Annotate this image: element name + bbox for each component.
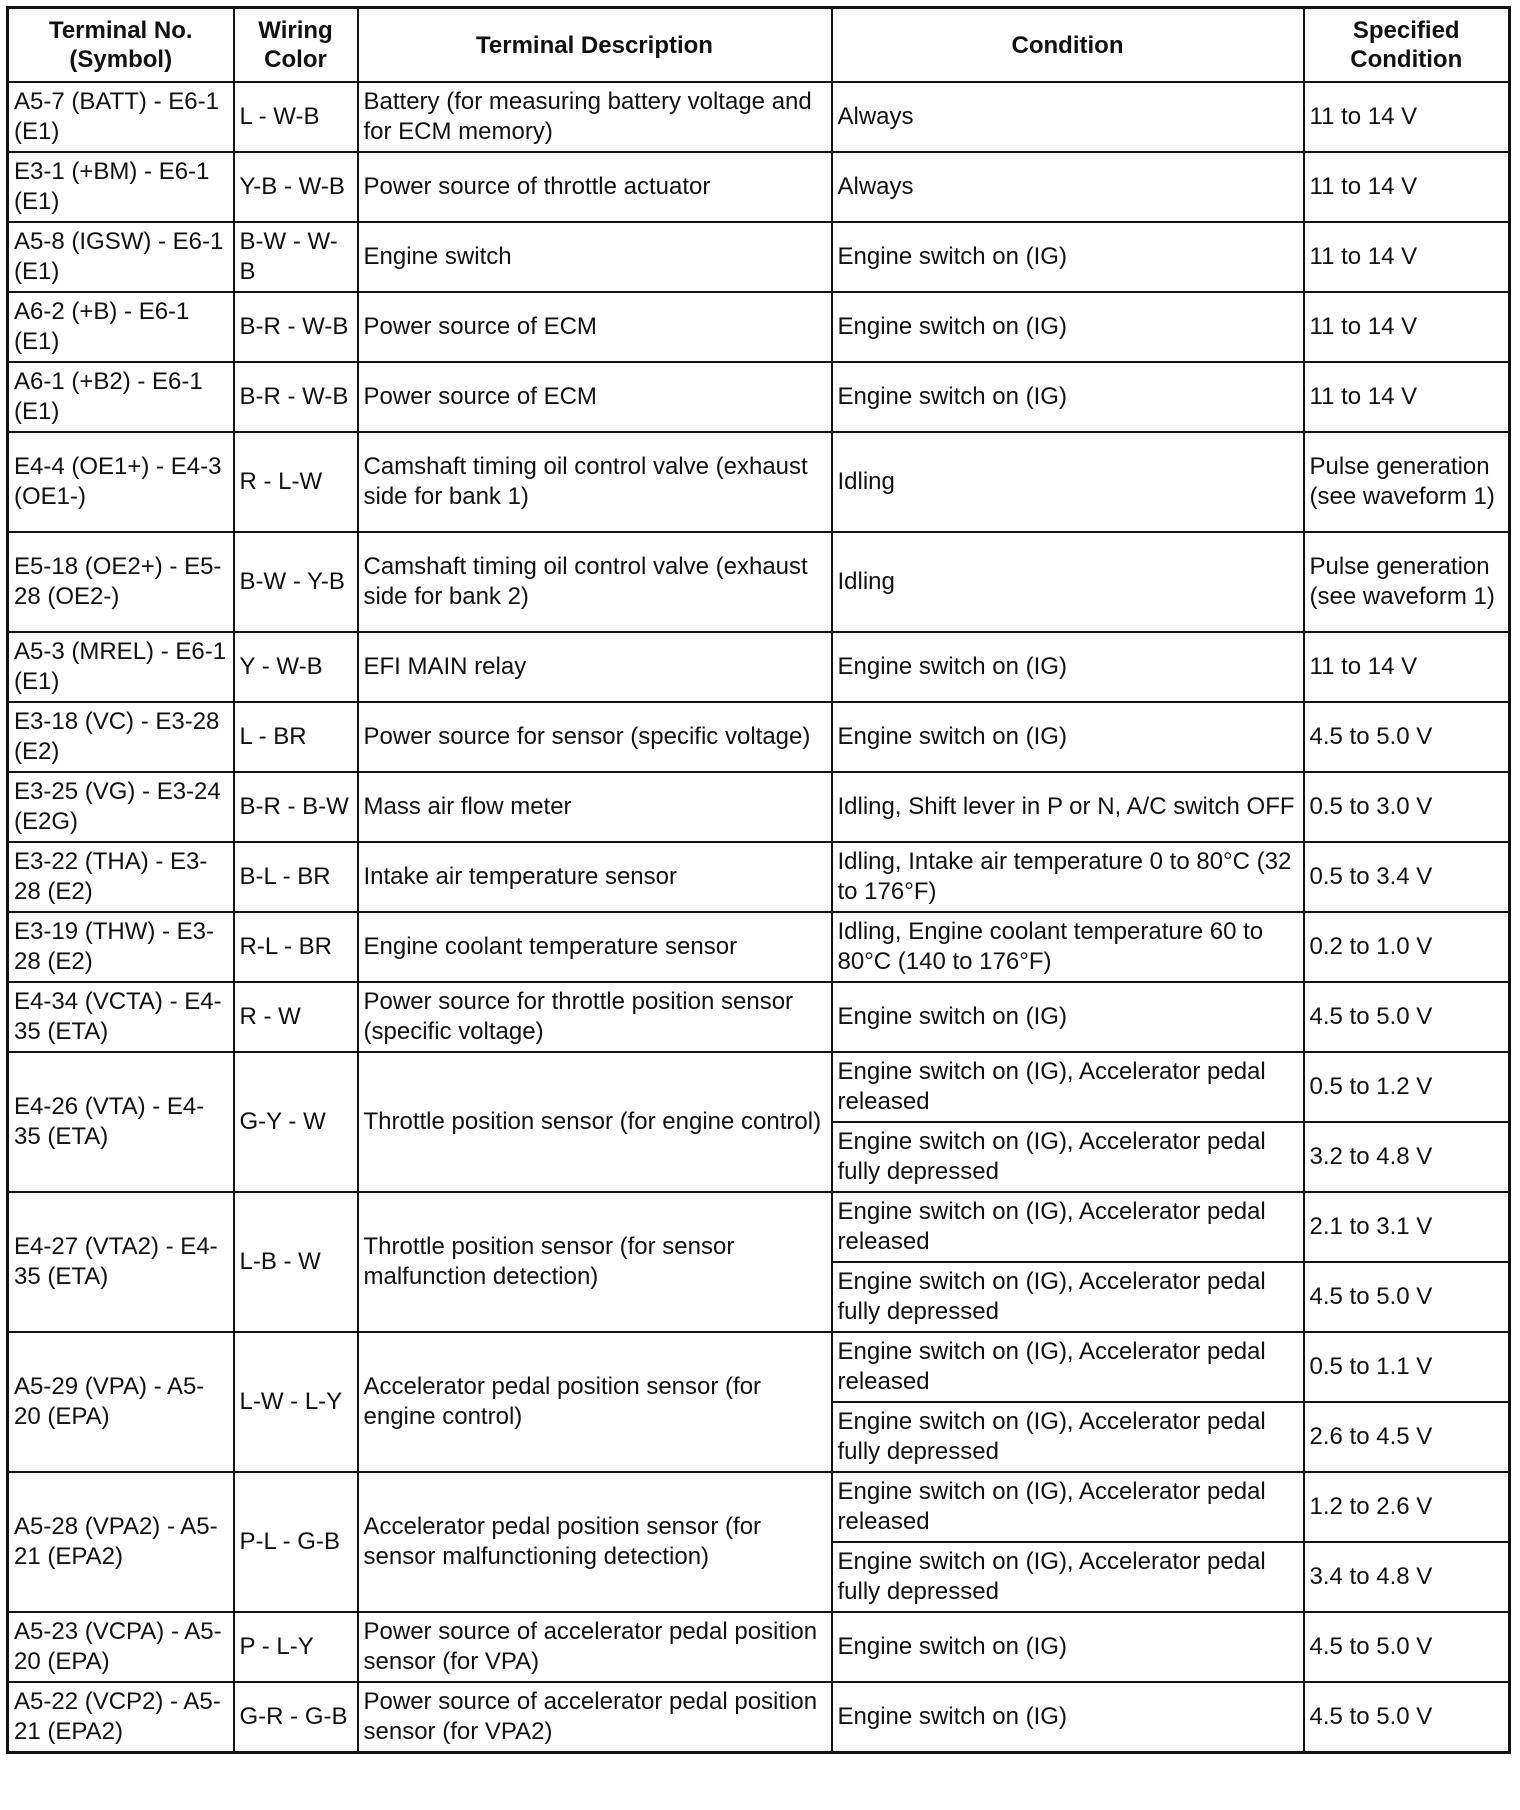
wiring-cell: P-L - G-B: [234, 1472, 358, 1612]
spec-cell: 11 to 14 V: [1304, 292, 1510, 362]
description-cell: Power source of ECM: [358, 362, 832, 432]
condition-cell: Engine switch on (IG): [832, 632, 1304, 702]
spec-cell: 4.5 to 5.0 V: [1304, 982, 1510, 1052]
header-specified: Specified Condition: [1304, 8, 1510, 83]
condition-cell: Engine switch on (IG), Accelerator pedal fully depressed: [832, 1542, 1304, 1612]
condition-cell: Engine switch on (IG): [832, 982, 1304, 1052]
spec-cell: 2.1 to 3.1 V: [1304, 1192, 1510, 1262]
condition-cell: Idling: [832, 532, 1304, 632]
condition-cell: Idling: [832, 432, 1304, 532]
header-condition: Condition: [832, 8, 1304, 83]
wiring-cell: Y-B - W-B: [234, 152, 358, 222]
table-row: [8, 432, 1510, 532]
wiring-cell: G-Y - W: [234, 1052, 358, 1192]
wiring-cell: R-L - BR: [234, 912, 358, 982]
condition-cell: Engine switch on (IG), Accelerator pedal released: [832, 1192, 1304, 1262]
condition-cell: Engine switch on (IG): [832, 1682, 1304, 1753]
spec-cell: 11 to 14 V: [1304, 632, 1510, 702]
spec-cell: 3.4 to 4.8 V: [1304, 1542, 1510, 1612]
terminal-cell: A5-23 (VCPA) - A5-20 (EPA): [8, 1612, 234, 1682]
description-cell: Throttle position sensor (for sensor malfunction detection): [358, 1192, 832, 1332]
condition-cell: Engine switch on (IG), Accelerator pedal fully depressed: [832, 1262, 1304, 1332]
terminal-cell: E3-19 (THW) - E3-28 (E2): [8, 912, 234, 982]
terminal-cell: E4-27 (VTA2) - E4-35 (ETA): [8, 1192, 234, 1332]
spec-cell: 11 to 14 V: [1304, 152, 1510, 222]
table-row: [8, 1472, 1510, 1542]
table-row: [8, 632, 1510, 702]
spec-cell: Pulse generation (see waveform 1): [1304, 532, 1510, 632]
wiring-cell: L - BR: [234, 702, 358, 772]
terminal-cell: A5-7 (BATT) - E6-1 (E1): [8, 82, 234, 152]
terminal-cell: A5-8 (IGSW) - E6-1 (E1): [8, 222, 234, 292]
condition-cell: Idling, Engine coolant temperature 60 to 80°C (140 to 176°F): [832, 912, 1304, 982]
terminal-cell: E5-18 (OE2+) - E5-28 (OE2-): [8, 532, 234, 632]
terminal-cell: E4-34 (VCTA) - E4-35 (ETA): [8, 982, 234, 1052]
spec-cell: 11 to 14 V: [1304, 82, 1510, 152]
wiring-cell: B-L - BR: [234, 842, 358, 912]
table-row: [8, 1682, 1510, 1753]
terminal-cell: A5-29 (VPA) - A5-20 (EPA): [8, 1332, 234, 1472]
terminal-cell: E4-4 (OE1+) - E4-3 (OE1-): [8, 432, 234, 532]
condition-cell: Engine switch on (IG): [832, 222, 1304, 292]
table-row: [8, 702, 1510, 772]
condition-cell: Always: [832, 152, 1304, 222]
spec-cell: 1.2 to 2.6 V: [1304, 1472, 1510, 1542]
description-cell: Power source of accelerator pedal position sensor (for VPA2): [358, 1682, 832, 1753]
spec-cell: 3.2 to 4.8 V: [1304, 1122, 1510, 1192]
description-cell: Accelerator pedal position sensor (for sensor malfunctioning detection): [358, 1472, 832, 1612]
spec-cell: 11 to 14 V: [1304, 222, 1510, 292]
condition-cell: Engine switch on (IG), Accelerator pedal fully depressed: [832, 1402, 1304, 1472]
table-row: [8, 532, 1510, 632]
table-row: [8, 362, 1510, 432]
description-cell: Engine coolant temperature sensor: [358, 912, 832, 982]
table-row: [8, 82, 1510, 152]
table-body: [8, 82, 1510, 1753]
description-cell: Camshaft timing oil control valve (exhaust side for bank 2): [358, 532, 832, 632]
condition-cell: Engine switch on (IG), Accelerator pedal released: [832, 1472, 1304, 1542]
spec-cell: 2.6 to 4.5 V: [1304, 1402, 1510, 1472]
wiring-cell: L - W-B: [234, 82, 358, 152]
description-cell: Accelerator pedal position sensor (for engine control): [358, 1332, 832, 1472]
wiring-cell: R - W: [234, 982, 358, 1052]
table-row: [8, 1612, 1510, 1682]
description-cell: Battery (for measuring battery voltage and for ECM memory): [358, 82, 832, 152]
table-row: [8, 772, 1510, 842]
wiring-cell: Y - W-B: [234, 632, 358, 702]
condition-cell: Engine switch on (IG): [832, 1612, 1304, 1682]
condition-cell: Engine switch on (IG): [832, 292, 1304, 362]
spec-cell: 4.5 to 5.0 V: [1304, 1612, 1510, 1682]
table-row: [8, 842, 1510, 912]
description-cell: Power source of ECM: [358, 292, 832, 362]
condition-cell: Engine switch on (IG), Accelerator pedal released: [832, 1332, 1304, 1402]
description-cell: Engine switch: [358, 222, 832, 292]
terminal-cell: E3-25 (VG) - E3-24 (E2G): [8, 772, 234, 842]
condition-cell: Always: [832, 82, 1304, 152]
description-cell: Power source for sensor (specific voltage): [358, 702, 832, 772]
description-cell: Power source of throttle actuator: [358, 152, 832, 222]
description-cell: Power source for throttle position sensor (specific voltage): [358, 982, 832, 1052]
spec-cell: 4.5 to 5.0 V: [1304, 702, 1510, 772]
terminal-cell: A5-28 (VPA2) - A5-21 (EPA2): [8, 1472, 234, 1612]
terminal-cell: E3-1 (+BM) - E6-1 (E1): [8, 152, 234, 222]
condition-cell: Idling, Intake air temperature 0 to 80°C (32 to 176°F): [832, 842, 1304, 912]
condition-cell: Engine switch on (IG), Accelerator pedal released: [832, 1052, 1304, 1122]
description-cell: Throttle position sensor (for engine control): [358, 1052, 832, 1192]
terminal-cell: A5-22 (VCP2) - A5-21 (EPA2): [8, 1682, 234, 1753]
wiring-cell: G-R - G-B: [234, 1682, 358, 1753]
spec-cell: 0.5 to 1.1 V: [1304, 1332, 1510, 1402]
table-row: [8, 1052, 1510, 1122]
table-row: [8, 152, 1510, 222]
header-terminal: Terminal No. (Symbol): [8, 8, 234, 83]
terminal-cell: E4-26 (VTA) - E4-35 (ETA): [8, 1052, 234, 1192]
spec-cell: 0.2 to 1.0 V: [1304, 912, 1510, 982]
terminal-cell: E3-18 (VC) - E3-28 (E2): [8, 702, 234, 772]
table-row: [8, 912, 1510, 982]
wiring-cell: R - L-W: [234, 432, 358, 532]
terminal-cell: A5-3 (MREL) - E6-1 (E1): [8, 632, 234, 702]
header-row: [8, 8, 1510, 83]
description-cell: Intake air temperature sensor: [358, 842, 832, 912]
table-row: [8, 222, 1510, 292]
description-cell: Mass air flow meter: [358, 772, 832, 842]
table-row: [8, 292, 1510, 362]
terminal-cell: A6-2 (+B) - E6-1 (E1): [8, 292, 234, 362]
wiring-cell: B-W - W-B: [234, 222, 358, 292]
spec-cell: 0.5 to 3.0 V: [1304, 772, 1510, 842]
condition-cell: Engine switch on (IG): [832, 702, 1304, 772]
spec-cell: 0.5 to 3.4 V: [1304, 842, 1510, 912]
terminal-cell: E3-22 (THA) - E3-28 (E2): [8, 842, 234, 912]
table-row: [8, 1332, 1510, 1402]
description-cell: Camshaft timing oil control valve (exhaust side for bank 1): [358, 432, 832, 532]
spec-cell: 11 to 14 V: [1304, 362, 1510, 432]
terminal-cell: A6-1 (+B2) - E6-1 (E1): [8, 362, 234, 432]
table-row: [8, 982, 1510, 1052]
description-cell: Power source of accelerator pedal position sensor (for VPA): [358, 1612, 832, 1682]
wiring-cell: P - L-Y: [234, 1612, 358, 1682]
wiring-cell: L-W - L-Y: [234, 1332, 358, 1472]
condition-cell: Engine switch on (IG), Accelerator pedal fully depressed: [832, 1122, 1304, 1192]
condition-cell: Engine switch on (IG): [832, 362, 1304, 432]
table-row: [8, 1192, 1510, 1262]
wiring-cell: B-W - Y-B: [234, 532, 358, 632]
wiring-cell: B-R - B-W: [234, 772, 358, 842]
terminal-table: [6, 6, 1511, 1754]
wiring-cell: B-R - W-B: [234, 292, 358, 362]
header-wiring: Wiring Color: [234, 8, 358, 83]
wiring-cell: B-R - W-B: [234, 362, 358, 432]
spec-cell: Pulse generation (see waveform 1): [1304, 432, 1510, 532]
wiring-cell: L-B - W: [234, 1192, 358, 1332]
spec-cell: 4.5 to 5.0 V: [1304, 1262, 1510, 1332]
header-description: Terminal Description: [358, 8, 832, 83]
condition-cell: Idling, Shift lever in P or N, A/C switch OFF: [832, 772, 1304, 842]
spec-cell: 4.5 to 5.0 V: [1304, 1682, 1510, 1753]
description-cell: EFI MAIN relay: [358, 632, 832, 702]
spec-cell: 0.5 to 1.2 V: [1304, 1052, 1510, 1122]
